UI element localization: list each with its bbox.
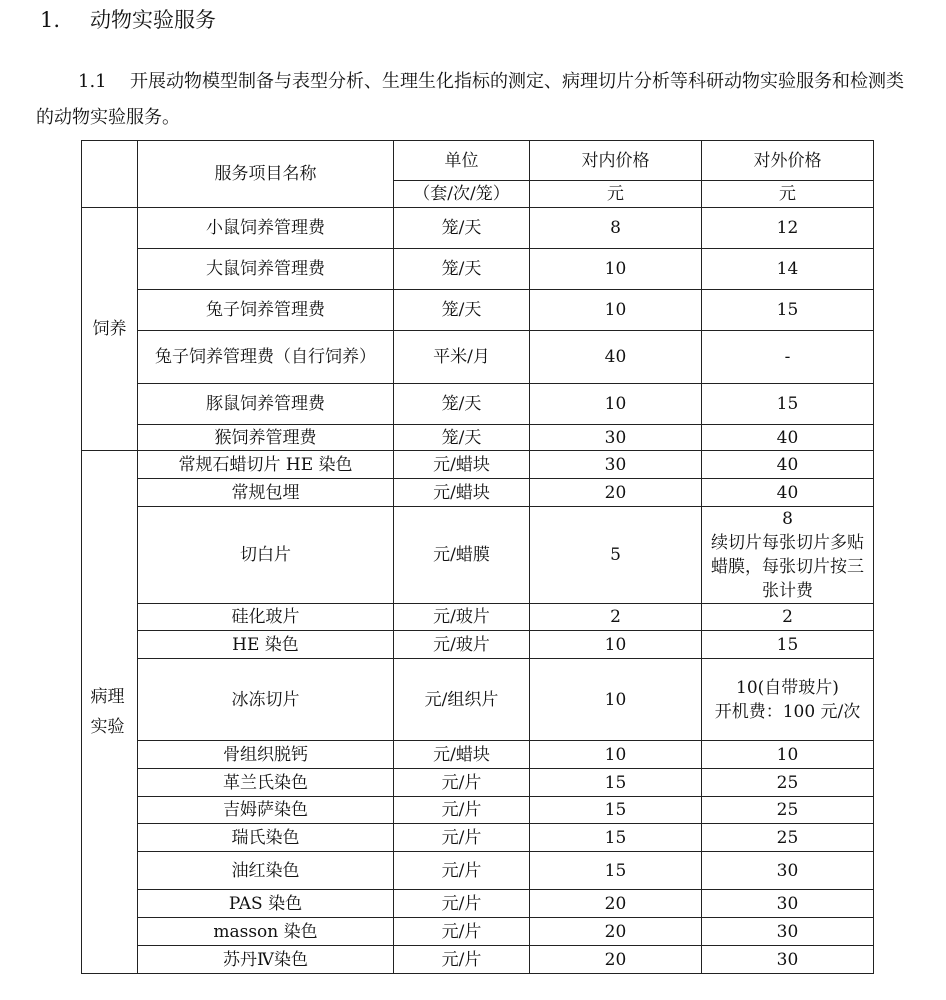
cell-unit: 元/蜡膜 — [394, 507, 530, 604]
cell-external: 2 — [702, 604, 874, 631]
cell-internal: 10 — [530, 290, 702, 331]
cell-external: - — [702, 331, 874, 384]
header-external-price: 对外价格 — [702, 141, 874, 181]
cell-unit: 元/蜡块 — [394, 479, 530, 507]
cell-internal: 8 — [530, 208, 702, 249]
table-row — [82, 631, 874, 659]
cell-external: 25 — [702, 769, 874, 797]
cell-external: 40 — [702, 425, 874, 451]
section-heading — [40, 4, 216, 36]
table-row — [82, 604, 874, 631]
table-row — [82, 824, 874, 852]
cell-internal: 10 — [530, 631, 702, 659]
cell-name: 兔子饲养管理费（自行饲养） — [138, 331, 394, 384]
cell-name: masson 染色 — [138, 918, 394, 946]
cell-internal: 20 — [530, 946, 702, 974]
intro-text: 开展动物模型制备与表型分析、生理生化指标的测定、病理切片分析等科研动物实验服务和检测类的动物实验服务。 — [36, 71, 904, 128]
cell-name: 常规石蜡切片 HE 染色 — [138, 451, 394, 479]
cell-internal: 15 — [530, 852, 702, 890]
category-label: 饲养 — [82, 208, 138, 451]
table-row — [82, 249, 874, 290]
cell-external: 12 — [702, 208, 874, 249]
cell-name: 吉姆萨染色 — [138, 797, 394, 824]
cell-internal: 20 — [530, 918, 702, 946]
header-unit-sub: （套/次/笼） — [394, 181, 530, 208]
header-service-name: 服务项目名称 — [138, 141, 394, 208]
cell-unit: 元/片 — [394, 946, 530, 974]
header-internal-currency: 元 — [530, 181, 702, 208]
cell-internal: 15 — [530, 824, 702, 852]
header-unit: 单位 — [394, 141, 530, 181]
cell-unit: 元/蜡块 — [394, 741, 530, 769]
header-internal-price: 对内价格 — [530, 141, 702, 181]
table-row — [82, 659, 874, 741]
cell-unit: 笼/天 — [394, 208, 530, 249]
cell-unit: 笼/天 — [394, 425, 530, 451]
cell-internal: 10 — [530, 249, 702, 290]
subsection-number: 1.1 — [78, 71, 107, 92]
table-row — [82, 890, 874, 918]
cell-external: 10 — [702, 741, 874, 769]
table-row — [82, 290, 874, 331]
cell-name: HE 染色 — [138, 631, 394, 659]
table-row — [82, 918, 874, 946]
cell-external: 30 — [702, 946, 874, 974]
cell-name: PAS 染色 — [138, 890, 394, 918]
cell-external: 30 — [702, 918, 874, 946]
cell-unit: 笼/天 — [394, 290, 530, 331]
cell-internal: 30 — [530, 451, 702, 479]
cell-external: 30 — [702, 852, 874, 890]
table-row — [82, 384, 874, 425]
table-row — [82, 331, 874, 384]
cell-name: 冰冻切片 — [138, 659, 394, 741]
cell-internal: 20 — [530, 890, 702, 918]
cell-unit: 元/片 — [394, 824, 530, 852]
cell-external: 15 — [702, 631, 874, 659]
cell-name: 猴饲养管理费 — [138, 425, 394, 451]
cell-unit: 元/片 — [394, 769, 530, 797]
cell-external: 40 — [702, 451, 874, 479]
cell-name: 油红染色 — [138, 852, 394, 890]
cell-name: 苏丹Ⅳ染色 — [138, 946, 394, 974]
table-row — [82, 797, 874, 824]
cell-external: 25 — [702, 824, 874, 852]
cell-name: 小鼠饲养管理费 — [138, 208, 394, 249]
cell-internal: 40 — [530, 331, 702, 384]
cell-name: 骨组织脱钙 — [138, 741, 394, 769]
cell-external: 8 续切片每张切片多贴蜡膜，每张切片按三张计费 — [702, 507, 874, 604]
cell-internal: 20 — [530, 479, 702, 507]
cell-unit: 元/玻片 — [394, 604, 530, 631]
intro-paragraph — [36, 64, 916, 136]
cell-name: 大鼠饲养管理费 — [138, 249, 394, 290]
cell-unit: 元/片 — [394, 918, 530, 946]
cell-internal: 15 — [530, 797, 702, 824]
table-row — [82, 769, 874, 797]
cell-external: 15 — [702, 290, 874, 331]
cell-unit: 元/组织片 — [394, 659, 530, 741]
cell-internal: 5 — [530, 507, 702, 604]
cell-name: 切白片 — [138, 507, 394, 604]
cell-external: 40 — [702, 479, 874, 507]
table-row — [82, 425, 874, 451]
cell-unit: 元/片 — [394, 852, 530, 890]
pricing-table — [81, 140, 874, 974]
cell-unit: 元/片 — [394, 797, 530, 824]
cell-unit: 元/玻片 — [394, 631, 530, 659]
header-external-currency: 元 — [702, 181, 874, 208]
cell-unit: 元/蜡块 — [394, 451, 530, 479]
cell-internal: 30 — [530, 425, 702, 451]
cell-name: 革兰氏染色 — [138, 769, 394, 797]
cell-unit: 笼/天 — [394, 384, 530, 425]
table-row — [82, 946, 874, 974]
section-title: 动物实验服务 — [90, 8, 216, 32]
cell-internal: 2 — [530, 604, 702, 631]
cell-internal: 10 — [530, 741, 702, 769]
category-label: 病理实验 — [82, 451, 138, 974]
table-row — [82, 479, 874, 507]
table-row — [82, 507, 874, 604]
cell-name: 常规包埋 — [138, 479, 394, 507]
header-corner — [82, 141, 138, 208]
table-row — [82, 451, 874, 479]
cell-external: 30 — [702, 890, 874, 918]
cell-external: 10(自带玻片) 开机费：100 元/次 — [702, 659, 874, 741]
table-row — [82, 208, 874, 249]
cell-name: 硅化玻片 — [138, 604, 394, 631]
cell-external: 14 — [702, 249, 874, 290]
cell-external: 15 — [702, 384, 874, 425]
cell-unit: 平米/月 — [394, 331, 530, 384]
cell-unit: 元/片 — [394, 890, 530, 918]
table-row — [82, 741, 874, 769]
section-number: 1. — [40, 8, 61, 32]
cell-unit: 笼/天 — [394, 249, 530, 290]
cell-internal: 10 — [530, 384, 702, 425]
cell-internal: 10 — [530, 659, 702, 741]
cell-external: 25 — [702, 797, 874, 824]
cell-name: 豚鼠饲养管理费 — [138, 384, 394, 425]
cell-name: 瑞氏染色 — [138, 824, 394, 852]
cell-name: 兔子饲养管理费 — [138, 290, 394, 331]
table-row — [82, 852, 874, 890]
cell-internal: 15 — [530, 769, 702, 797]
